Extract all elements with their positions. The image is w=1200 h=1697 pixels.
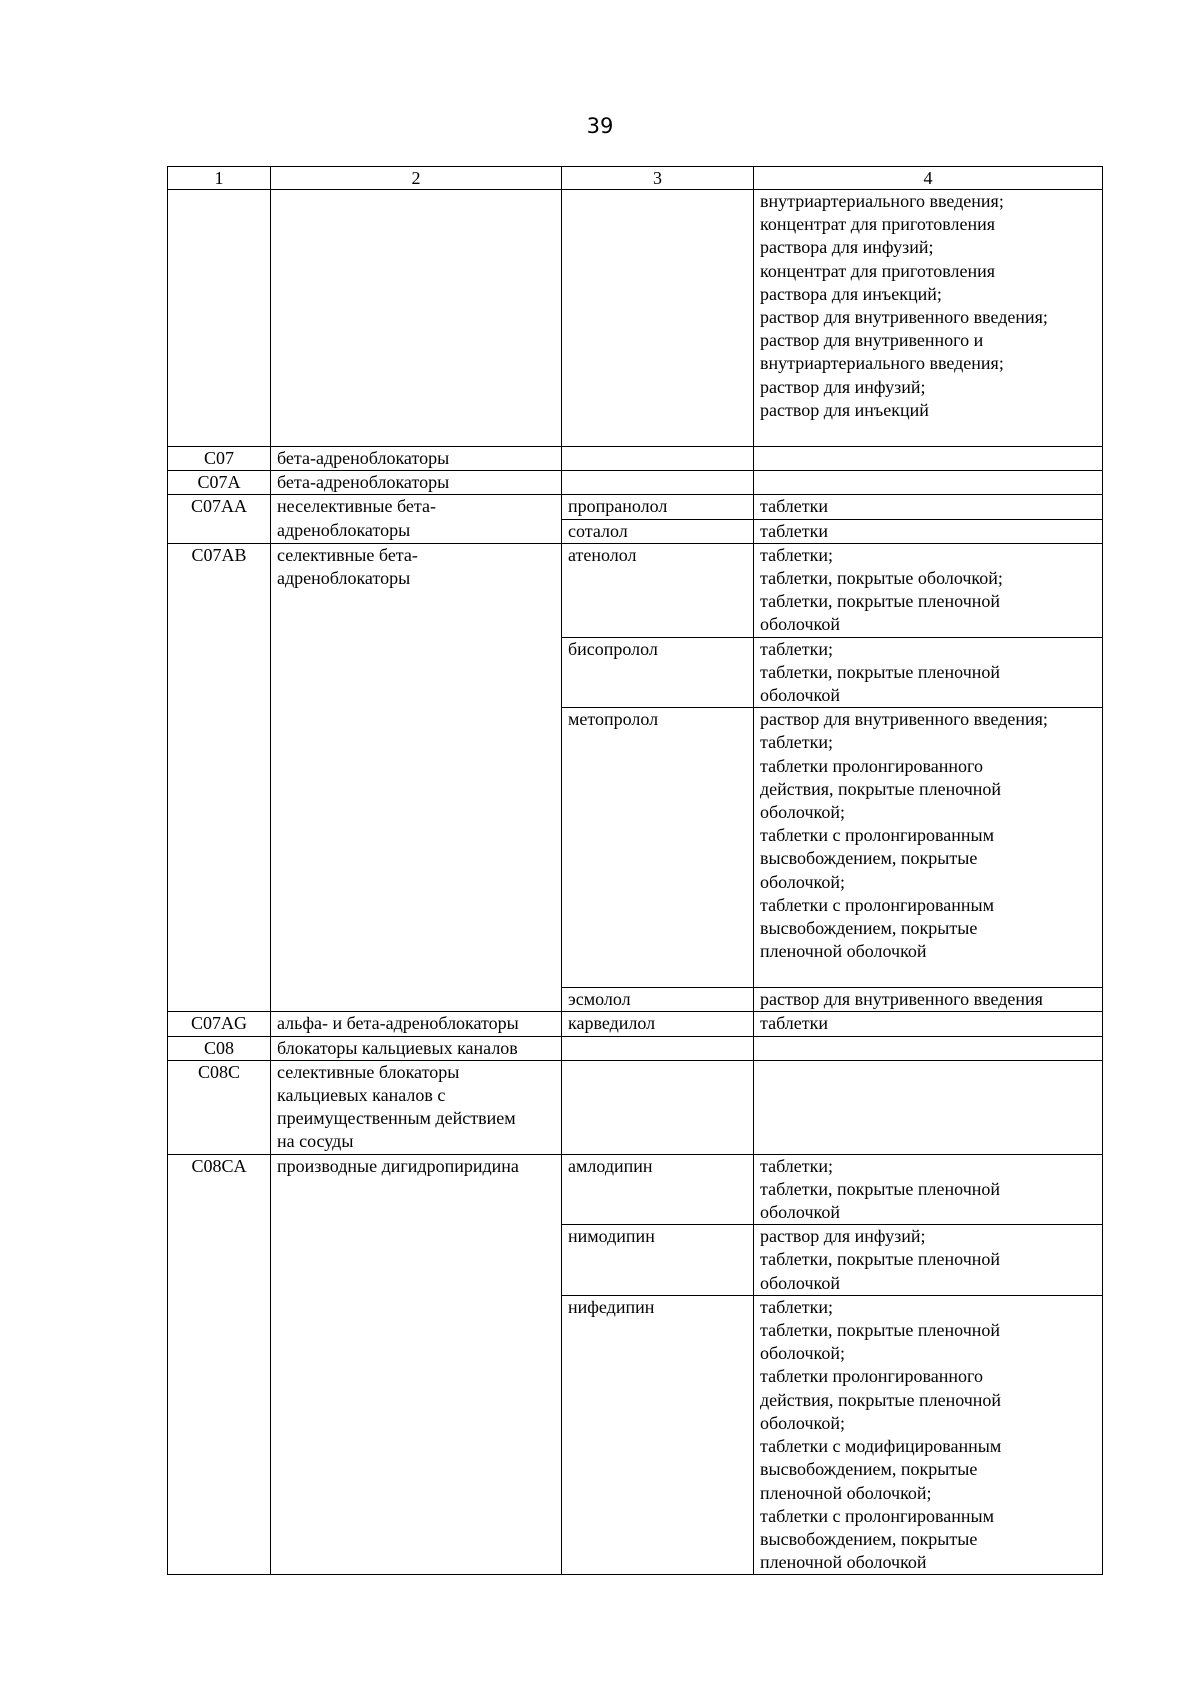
dosage-forms-cell	[754, 471, 1103, 495]
group-name	[271, 1060, 562, 1154]
table-header-row	[168, 167, 1103, 190]
drug-name: метопролол	[562, 708, 754, 988]
text-line: таблетки, покрытые оболочкой;	[760, 568, 1003, 589]
dosage-forms	[754, 1225, 1103, 1296]
group-name: блокаторы кальциевых каналов	[271, 1036, 562, 1060]
drug-name-cell	[562, 471, 754, 495]
text-line: раствор для внутривенного введения	[760, 989, 1043, 1010]
text-line: раствора для инфузий;	[760, 237, 934, 258]
text-line: таблетки, покрытые пленочной	[760, 1320, 1001, 1341]
atc-code-cell	[168, 190, 271, 447]
text-line: пленочной оболочкой	[760, 941, 927, 962]
dosage-forms	[754, 1295, 1103, 1574]
drug-name: амлодипин	[562, 1154, 754, 1225]
table-row	[168, 1036, 1103, 1060]
text-line: селективные бета-	[277, 544, 418, 565]
text-line: таблетки	[760, 520, 829, 541]
atc-code: C07A	[168, 471, 271, 495]
dosage-forms	[754, 1154, 1103, 1225]
text-line: таблетки с пролонгированным	[760, 1505, 995, 1526]
text-line: таблетки, покрытые пленочной	[760, 1249, 1001, 1270]
text-line: пленочной оболочкой;	[760, 1482, 932, 1503]
dosage-forms-cell	[754, 1036, 1103, 1060]
text-line: раствор для инъекций	[760, 399, 929, 420]
dosage-forms-cell	[754, 190, 1103, 447]
atc-code: C07AG	[168, 1012, 271, 1036]
text-line: таблетки с пролонгированным	[760, 825, 995, 846]
text-line: неселективные бета-	[277, 496, 436, 517]
text-line: пленочной оболочкой	[760, 1552, 927, 1573]
text-line: таблетки, покрытые пленочной	[760, 661, 1001, 682]
text-line: таблетки, покрытые пленочной	[760, 1178, 1001, 1199]
text-line: оболочкой;	[760, 871, 845, 892]
group-name: бета-адреноблокаторы	[271, 471, 562, 495]
column-header: 3	[562, 167, 754, 190]
text-line: внутриартериального введения;	[760, 191, 1004, 211]
table-row	[168, 495, 1103, 519]
drug-name-cell	[562, 447, 754, 471]
text-line: таблетки с пролонгированным	[760, 894, 995, 915]
text-line: высвобождением, покрытые	[760, 848, 978, 869]
drug-name: нимодипин	[562, 1225, 754, 1296]
group-name	[271, 543, 562, 1012]
table-row	[168, 1154, 1103, 1225]
text-line: селективные блокаторы	[277, 1061, 460, 1082]
text-line: оболочкой	[760, 1202, 840, 1223]
dosage-forms-cell	[754, 1060, 1103, 1154]
text-line: оболочкой;	[760, 1412, 845, 1433]
dosage-forms	[754, 519, 1103, 543]
atc-code: C07AA	[168, 495, 271, 543]
drug-name: соталол	[562, 519, 754, 543]
drug-name-cell	[562, 1060, 754, 1154]
text-line: оболочкой	[760, 614, 840, 635]
atc-code: C08	[168, 1036, 271, 1060]
group-name: производные дигидропиридина	[271, 1154, 562, 1575]
text-line: концентрат для приготовления	[760, 260, 995, 281]
group-name	[271, 495, 562, 543]
table-row	[168, 447, 1103, 471]
group-name: альфа- и бета-адреноблокаторы	[271, 1012, 562, 1036]
drug-name: атенолол	[562, 543, 754, 637]
table-row	[168, 1012, 1103, 1036]
text-line: таблетки пролонгированного	[760, 1366, 983, 1387]
column-header: 4	[754, 167, 1103, 190]
text-line: преимущественным действием	[277, 1108, 516, 1129]
text-line: высвобождением, покрытые	[760, 1459, 978, 1480]
text-line: раствора для инъекций;	[760, 283, 942, 304]
text-line: высвобождением, покрытые	[760, 918, 978, 939]
text-line: таблетки пролонгированного	[760, 755, 983, 776]
dosage-forms	[754, 1012, 1103, 1036]
dosage-forms	[754, 543, 1103, 637]
text-line: адреноблокаторы	[277, 519, 411, 540]
continuation-row	[168, 190, 1103, 447]
text-line: на сосуды	[277, 1131, 354, 1152]
dosage-forms-cell	[754, 447, 1103, 471]
page-number: 39	[586, 114, 614, 138]
atc-code: C08CA	[168, 1154, 271, 1575]
text-line: раствор для инфузий;	[760, 376, 926, 397]
table-row	[168, 471, 1103, 495]
text-line: таблетки;	[760, 1155, 834, 1176]
table-row	[168, 1060, 1103, 1154]
text-line: таблетки с модифицированным	[760, 1436, 1002, 1457]
drug-name: эсмолол	[562, 988, 754, 1012]
dosage-forms	[754, 708, 1103, 988]
text-line: таблетки, покрытые пленочной	[760, 591, 1001, 612]
dosage-forms	[754, 495, 1103, 519]
drug-name: нифедипин	[562, 1295, 754, 1574]
text-line: таблетки;	[760, 638, 834, 659]
atc-code: C07	[168, 447, 271, 471]
table-row	[168, 543, 1103, 637]
drug-name: бисопролол	[562, 637, 754, 708]
text-line: таблетки	[760, 1013, 829, 1034]
text-line: раствор для внутривенного введения;	[760, 709, 1048, 730]
text-line: действия, покрытые пленочной	[760, 1389, 1002, 1410]
text-line: оболочкой	[760, 1272, 840, 1293]
dosage-forms	[754, 637, 1103, 708]
group-name: бета-адреноблокаторы	[271, 447, 562, 471]
drug-name: карведилол	[562, 1012, 754, 1036]
text-line: оболочкой	[760, 685, 840, 706]
text-line: таблетки	[760, 496, 829, 517]
text-line: высвобождением, покрытые	[760, 1528, 978, 1549]
text-line: раствор для внутривенного и	[760, 330, 984, 351]
column-header: 1	[168, 167, 271, 190]
atc-code: C08C	[168, 1060, 271, 1154]
text-line: концентрат для приготовления	[760, 214, 995, 235]
text-line: таблетки;	[760, 732, 834, 753]
column-header: 2	[271, 167, 562, 190]
atc-code: C07AB	[168, 543, 271, 1012]
text-line: адреноблокаторы	[277, 568, 411, 589]
text-line: действия, покрытые пленочной	[760, 778, 1002, 799]
text-line: таблетки;	[760, 1296, 834, 1317]
text-line: раствор для инфузий;	[760, 1226, 926, 1247]
text-line: внутриартериального введения;	[760, 353, 1004, 374]
dosage-forms	[754, 988, 1103, 1012]
text-line: раствор для внутривенного введения;	[760, 307, 1048, 328]
drug-name-cell	[562, 1036, 754, 1060]
text-line: кальциевых каналов с	[277, 1085, 446, 1106]
drug-name-cell	[562, 190, 754, 447]
drug-table	[167, 166, 1103, 1575]
group-name-cell	[271, 190, 562, 447]
text-line: таблетки;	[760, 544, 834, 565]
drug-name: пропранолол	[562, 495, 754, 519]
text-line: оболочкой;	[760, 802, 845, 823]
text-line: оболочкой;	[760, 1343, 845, 1364]
